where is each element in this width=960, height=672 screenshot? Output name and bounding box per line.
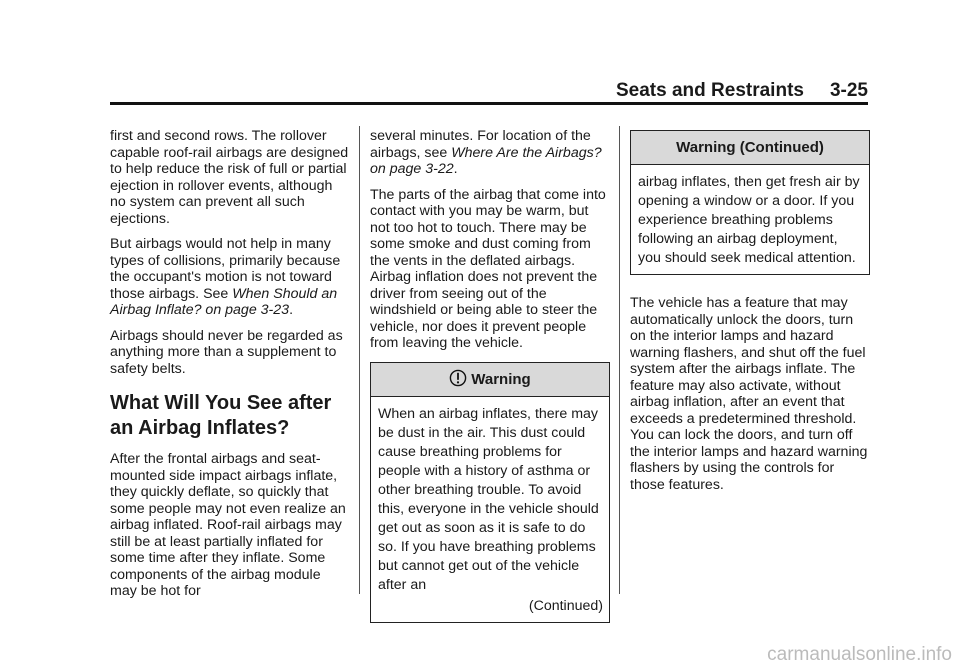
warning-text: airbag inflates, then get fresh air by opening a window or a door. If you experience breathing problems following an airbag deployment, you should seek medical attention.	[638, 174, 860, 266]
page-number: 3-25	[829, 80, 868, 101]
cross-reference-link[interactable]: Where Are the Airbags? on page 3-22	[370, 144, 602, 177]
column-middle	[370, 128, 610, 635]
chapter-title: Seats and Restraints	[616, 80, 804, 101]
column-left	[110, 128, 350, 609]
paragraph-text: several minutes. For location of the airbags, see	[370, 128, 591, 161]
warning-title: Warning	[471, 370, 531, 388]
warning-box	[370, 362, 610, 623]
warning-circle-icon	[449, 366, 467, 399]
page-header	[110, 80, 868, 102]
paragraph	[370, 128, 610, 178]
paragraph	[110, 236, 350, 319]
warning-body	[371, 397, 609, 622]
header-rule	[110, 102, 868, 105]
paragraph-text: .	[453, 161, 458, 177]
warning-header: Warning (Continued)	[631, 131, 869, 165]
continued-label: (Continued)	[528, 597, 603, 614]
watermark: carmanualsonline.info	[767, 644, 952, 665]
paragraph: The vehicle has a feature that may automatically unlock the doors, turn on the interior lamps and hazard warning flashers, and shut off the fuel system after the airbags inflate. The feature may also activate, without airbag inflation, after an event that exceeds a predetermined threshold. You can lock the doors, and turn off the interior lamps and hazard warning flashers by using the controls for those features.	[630, 295, 868, 493]
section-heading: What Will You See after an Airbag Inflates?	[110, 392, 332, 439]
paragraph: Airbags should never be regarded as anything more than a supplement to safety belts.	[110, 327, 343, 377]
column-divider	[359, 126, 360, 594]
paragraph: The parts of the airbag that come into contact with you may be warm, but not too hot to touch. There may be some smoke and dust coming from the vents in the deflated airbags. Airbag inflation does not prevent the driver from seeing out of the windshield or being able to steer the vehicle, nor does it prevent people from leaving the vehicle.	[370, 186, 606, 351]
paragraph-text: But airbags would not help in many types of collisions, primarily because the occupant's motion is not toward those airbags. See	[110, 236, 341, 302]
column-divider	[619, 126, 620, 594]
paragraph: After the frontal airbags and seat-mounted side impact airbags inflate, they quickly deflate, so quickly that some people may not even realize an airbag inflated. Roof-rail airbags may still be at least partially inflated for some time after they inflate. Some components of the airbag module may be hot for	[110, 451, 346, 599]
cross-reference-link[interactable]: When Should an Airbag Inflate? on page 3-23	[110, 285, 338, 318]
paragraph: first and second rows. The rollover capable roof-rail airbags are designed to help reduce the risk of full or partial ejection in rollover events, although no system can prevent all such ejections.	[110, 128, 349, 227]
column-right	[630, 128, 870, 502]
warning-text: When an airbag inflates, there may be dust in the air. This dust could cause breathing problems for people with a history of asthma or other breathing trouble. To avoid this, everyone in the vehicle should get out as soon as it is safe to do so. If you have breathing problems but cannot get out of the vehicle after an	[378, 405, 599, 593]
warning-box-continued	[630, 130, 870, 275]
warning-header	[371, 363, 609, 397]
warning-body	[631, 165, 869, 274]
paragraph-text: .	[289, 302, 294, 318]
